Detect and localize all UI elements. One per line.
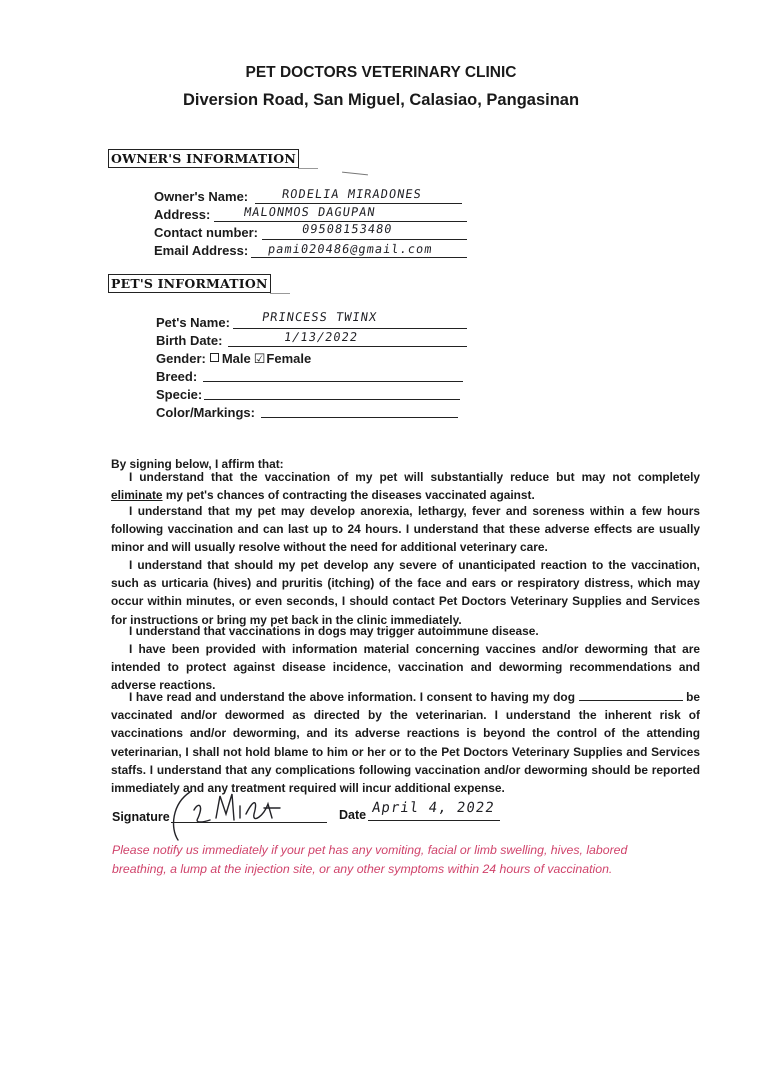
signature-label: Signature xyxy=(112,810,170,824)
male-checkbox[interactable] xyxy=(210,353,219,362)
date-line[interactable] xyxy=(368,820,500,821)
specie-line[interactable] xyxy=(204,399,460,400)
pet-name-line xyxy=(233,328,467,329)
handwritten-signature xyxy=(168,784,298,844)
stray-pen-mark xyxy=(342,172,368,176)
gender-row xyxy=(156,351,311,367)
affirmation-paragraph-4: I understand that vaccinations in dogs may trigger autoimmune disease. xyxy=(129,624,539,638)
color-markings-line[interactable] xyxy=(261,417,458,418)
affirmation-paragraph-5: I have been provided with information material concerning vaccines and/or deworming that are intended to protect against disease incidence, vaccination and deworming recommendations and adverse reactions. xyxy=(111,642,700,693)
female-checkbox-checked[interactable]: ☑ xyxy=(253,351,266,366)
contact-number-line xyxy=(262,239,467,240)
email-label: Email Address: xyxy=(154,243,249,258)
email-value[interactable]: pami020486@gmail.com xyxy=(267,242,434,256)
clinic-name: PET DOCTORS VETERINARY CLINIC xyxy=(245,64,517,81)
gender-female-label: Female xyxy=(266,351,312,366)
email-line xyxy=(251,257,467,258)
breed-line[interactable] xyxy=(203,381,463,382)
affirmation-paragraph-6: I have read and understand the above information. I consent to having my dog be vaccinated and/or dewormed as directed by the veterinarian. I understand the inherent risk of vaccinations and/or deworming, and its adverse reactions is beyond the control of the attending veterinarian, I shall not hold blame to him or her or to the Pet Doctors Veterinary Supplies and Services staffs. I understand that any complications following vaccination and/or deworming should be reported immediately and any treatment required will incur additional expense. xyxy=(111,690,700,796)
affirmation-paragraph-2: I understand that my pet may develop anorexia, lethargy, fever and soreness within a few hours following vaccination and can last up to 24 hours. I understand that these adverse effects are usually minor and will usually resolve without the need for additional veterinary care. xyxy=(111,504,700,555)
owner-address-label: Address: xyxy=(154,207,211,222)
affirmation-paragraph-3: I understand that should my pet develop any severe of unanticipated reaction to the vaccination, such as urticaria (hives) and pruritis (itching) of the face and ears or respiratory distress, which may occur within minutes, or even seconds, I should contact Pet Doctors Veterinary Supplies and Services for instructions or bring my pet back in the clinic immediately. xyxy=(111,558,700,627)
affirmation-paragraph-1: I understand that the vaccination of my pet will substantially reduce but may not completely eliminate my pet's chances of contracting the diseases vaccinated against. xyxy=(111,470,700,503)
owner-name-label: Owner's Name: xyxy=(154,189,249,204)
gender-label: Gender: xyxy=(156,351,206,366)
gender-male-label: Male xyxy=(221,351,251,366)
contact-number-value[interactable]: 09508153480 xyxy=(301,222,394,236)
date-label: Date xyxy=(339,808,367,822)
pet-name-label: Pet's Name: xyxy=(156,315,230,330)
pet-section-heading: PET'S INFORMATION xyxy=(108,274,271,293)
color-markings-label: Color/Markings: xyxy=(156,405,255,420)
specie-label: Specie: xyxy=(156,387,203,402)
date-value[interactable]: April 4, 2022 xyxy=(370,800,496,816)
post-vaccination-notice: Please notify us immediately if your pet has any vomiting, facial or limb swelling, hives, labored breathing, a lump at the injection site, or any other symptoms within 24 hours of vaccination. xyxy=(112,843,628,876)
pet-name-value[interactable]: PRINCESS TWINX xyxy=(261,310,379,324)
owner-address-value[interactable]: MALONMOS DAGUPAN xyxy=(243,205,377,219)
birth-date-value[interactable]: 1/13/2022 xyxy=(283,330,360,344)
birth-date-line xyxy=(228,346,467,347)
clinic-address: Diversion Road, San Miguel, Calasiao, Pangasinan xyxy=(182,91,580,109)
dog-name-blank[interactable] xyxy=(579,690,683,701)
contact-number-label: Contact number: xyxy=(154,225,258,240)
owner-section-heading: OWNER'S INFORMATION xyxy=(108,149,299,168)
owner-name-value[interactable]: RODELIA MIRADONES xyxy=(281,187,423,201)
breed-label: Breed: xyxy=(156,369,198,384)
owner-name-line xyxy=(255,203,462,204)
affirmation-intro: By signing below, I affirm that: xyxy=(111,457,284,471)
birth-date-label: Birth Date: xyxy=(156,333,223,348)
